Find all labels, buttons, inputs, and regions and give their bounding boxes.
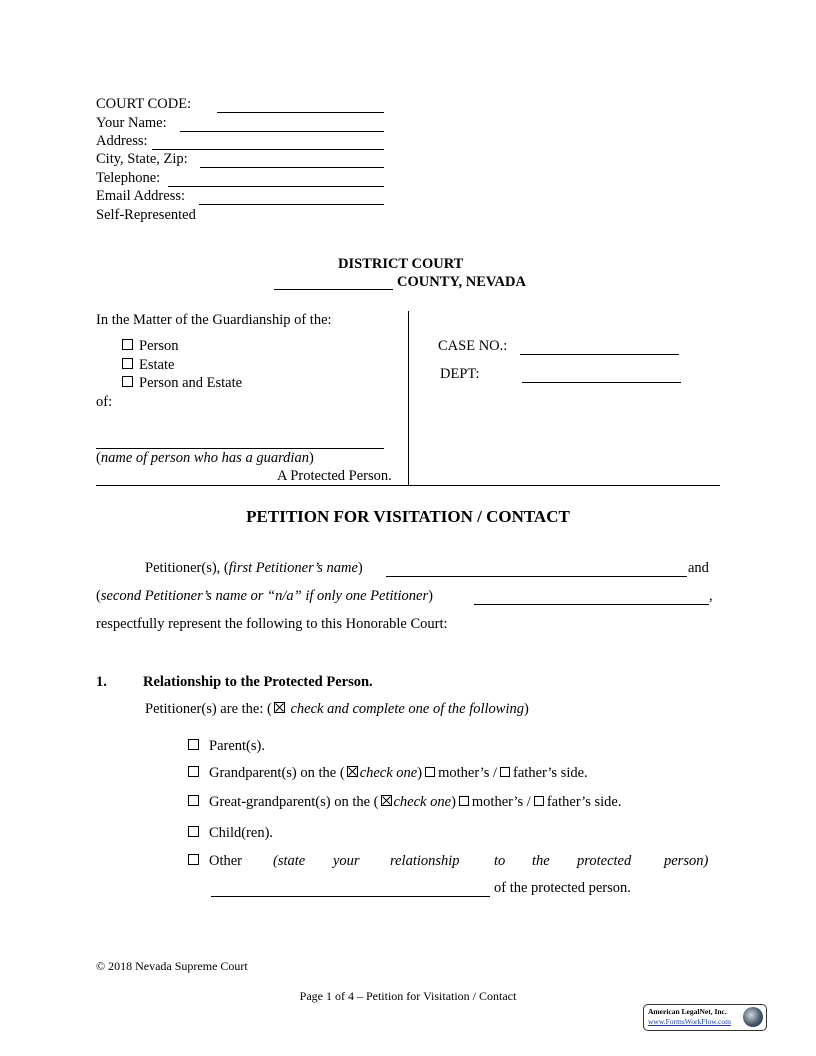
vendor-company: American LegalNet, Inc. <box>648 1007 727 1016</box>
your-name-label: Your Name: <box>96 115 167 131</box>
vendor-badge[interactable] <box>643 1004 767 1031</box>
your-name-field[interactable] <box>180 131 384 132</box>
other-relationship-field[interactable] <box>211 896 490 897</box>
grandparent-mothers-label: mother’s / <box>438 765 498 781</box>
checkbox-other[interactable] <box>188 854 199 865</box>
option-person-label: Person <box>139 338 179 354</box>
intro-line-2: (second Petitioner’s name or “n/a” if only one Petitioner) <box>96 588 433 604</box>
option-parent[interactable] <box>188 738 265 755</box>
city-state-zip-field[interactable] <box>200 167 384 168</box>
great-grandparent-fathers-label: father’s side. <box>546 794 622 810</box>
email-field[interactable] <box>199 204 384 205</box>
grandparent-check-one: check one <box>359 765 418 781</box>
protected-person-name-field[interactable] <box>96 448 384 449</box>
option-parent-label: Parent(s). <box>209 738 265 754</box>
checkbox-grandparent-fathers[interactable] <box>500 767 510 777</box>
dept-field[interactable] <box>522 382 681 383</box>
court-code-field[interactable] <box>217 112 384 113</box>
other-hint-5: the <box>532 853 550 869</box>
other-hint-1: (state <box>273 853 306 869</box>
checkbox-grandparent-mothers[interactable] <box>425 767 435 777</box>
address-label: Address: <box>96 133 148 149</box>
first-petitioner-field[interactable] <box>386 576 687 577</box>
option-person-and-estate[interactable] <box>122 375 242 392</box>
section-1-number: 1. <box>96 674 107 690</box>
protected-person-label: A Protected Person. <box>277 468 392 484</box>
checkbox-great-grandparent-mothers[interactable] <box>459 796 469 806</box>
option-other[interactable] <box>188 853 242 870</box>
great-grandparent-check-one: check one <box>393 794 452 810</box>
checkbox-estate[interactable] <box>122 358 133 369</box>
grandparent-fathers-label: father’s side. <box>513 765 588 781</box>
vendor-url[interactable]: www.FormsWorkFlow.com <box>648 1017 732 1026</box>
checkbox-great-grandparent[interactable] <box>188 795 199 806</box>
checkbox-parent[interactable] <box>188 739 199 750</box>
court-code-label: COURT CODE: <box>96 96 192 112</box>
checked-box-icon <box>381 795 392 806</box>
option-children-label: Child(ren). <box>209 825 274 841</box>
vendor-logo-icon <box>743 1007 763 1027</box>
section-1-lead <box>145 701 529 718</box>
caption-divider <box>408 311 409 485</box>
checkbox-grandparent[interactable] <box>188 766 199 777</box>
self-represented-label: Self-Represented <box>96 207 196 223</box>
great-grandparent-mothers-label: mother’s / <box>471 794 531 810</box>
other-hint-7: person) <box>664 853 709 869</box>
dept-label: DEPT: <box>440 366 480 382</box>
intro-line-3: respectfully represent the following to this Honorable Court: <box>96 616 448 632</box>
address-field[interactable] <box>152 149 384 150</box>
copyright: © 2018 Nevada Supreme Court <box>96 959 248 973</box>
case-no-label: CASE NO.: <box>438 338 508 354</box>
name-hint-text: name of person who has a guardian <box>100 450 309 466</box>
telephone-field[interactable] <box>168 186 384 187</box>
case-no-field[interactable] <box>520 354 679 355</box>
option-person-and-estate-label: Person and Estate <box>139 375 243 391</box>
telephone-label: Telephone: <box>96 170 161 186</box>
intro-p2-hint: second Petitioner’s name or “n/a” if only one Petitioner <box>100 588 429 604</box>
other-hint-6: protected <box>577 853 632 869</box>
option-grandparent[interactable]: Grandparent(s) on the ( check one) mother’s / father’s side. <box>188 765 588 782</box>
intro-p1-hint: first Petitioner’s name <box>228 560 358 576</box>
checkbox-person-and-estate[interactable] <box>122 376 133 387</box>
lead-prefix: Petitioner(s) are the: ( <box>145 701 272 717</box>
checkbox-children[interactable] <box>188 826 199 837</box>
document-title: PETITION FOR VISITATION / CONTACT <box>246 507 570 526</box>
page-footer: Page 1 of 4 – Petition for Visitation / Contact <box>299 989 517 1003</box>
court-name: DISTRICT COURT <box>338 256 464 272</box>
section-1-heading: Relationship to the Protected Person. <box>143 674 373 690</box>
intro-line-1: Petitioner(s), (first Petitioner’s name) <box>145 560 363 576</box>
county-field[interactable] <box>274 289 393 290</box>
lead-hint: check and complete one of the following <box>290 701 524 717</box>
name-hint: (name of person who has a guardian) <box>96 450 314 466</box>
option-estate-label: Estate <box>139 357 175 373</box>
other-hint-3: relationship <box>390 853 460 869</box>
other-hint-4: to <box>494 853 506 869</box>
option-person[interactable] <box>122 338 178 355</box>
option-children[interactable] <box>188 825 273 842</box>
option-estate[interactable] <box>122 357 174 374</box>
lead-suffix: ) <box>524 701 529 717</box>
county-label: COUNTY, NEVADA <box>397 274 526 290</box>
option-great-grandparent[interactable]: Great-grandparent(s) on the ( check one) mother’s / father’s side. <box>188 794 621 811</box>
matter-label: In the Matter of the Guardianship of the: <box>96 312 332 328</box>
great-grandparent-label: Great-grandparent(s) on the ( <box>209 794 379 810</box>
email-label: Email Address: <box>96 188 186 204</box>
checkbox-person[interactable] <box>122 339 133 350</box>
grandparent-label: Grandparent(s) on the ( <box>209 765 345 781</box>
checked-box-icon <box>274 702 285 713</box>
checkbox-great-grandparent-fathers[interactable] <box>534 796 544 806</box>
option-other-label: Other <box>209 853 243 869</box>
other-suffix: of the protected person. <box>494 880 631 896</box>
intro-p2-comma: , <box>709 588 713 604</box>
intro-p1-prefix: Petitioner(s), ( <box>145 560 229 576</box>
of-label: of: <box>96 394 113 410</box>
other-hint-2: your <box>333 853 360 869</box>
caption-bottom-rule <box>96 485 720 486</box>
intro-p1-and: and <box>688 560 709 576</box>
city-state-zip-label: City, State, Zip: <box>96 151 188 167</box>
checked-box-icon <box>347 766 358 777</box>
second-petitioner-field[interactable] <box>474 604 709 605</box>
